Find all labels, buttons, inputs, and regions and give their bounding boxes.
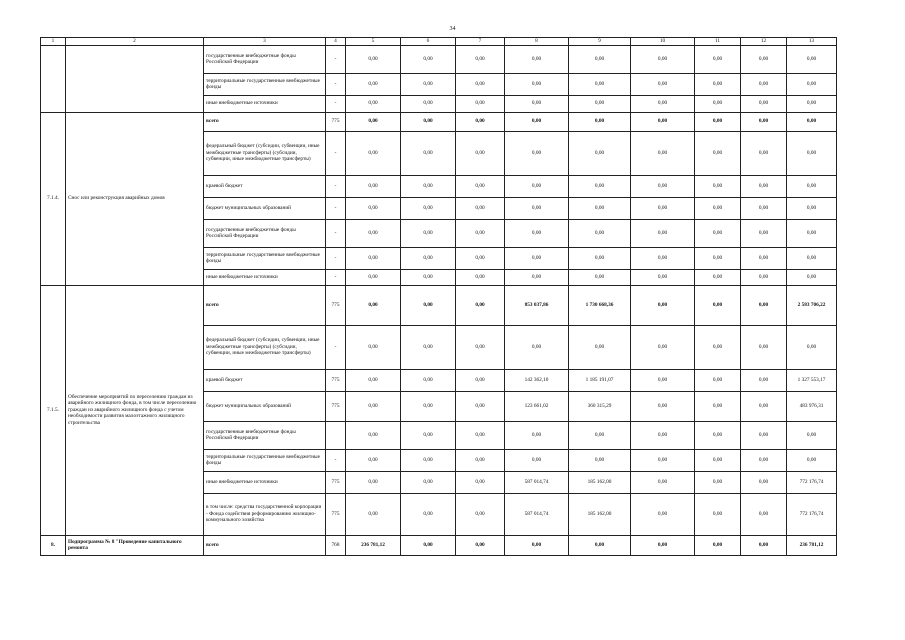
value-cell: 0,00 <box>787 175 837 197</box>
col-header: 9 <box>569 38 631 46</box>
value-cell: 0,00 <box>695 131 741 175</box>
col-header: 7 <box>456 38 505 46</box>
value-cell: 0,00 <box>631 95 695 112</box>
value-cell: 0,00 <box>695 391 741 421</box>
value-cell: 1 730 668,36 <box>569 285 631 325</box>
value-cell: 0,00 <box>741 535 787 555</box>
value-cell: 2 583 706,22 <box>787 285 837 325</box>
value-cell: 587 014,74 <box>505 471 569 493</box>
value-cell: 0,00 <box>346 369 401 391</box>
value-cell: 0,00 <box>346 131 401 175</box>
value-cell: 0,00 <box>456 175 505 197</box>
value-cell: 0,00 <box>456 285 505 325</box>
value-cell: 0,00 <box>401 471 456 493</box>
value-cell: 0,00 <box>346 471 401 493</box>
budget-code: - <box>326 247 346 269</box>
value-cell: 0,00 <box>741 421 787 449</box>
value-cell: 0,00 <box>505 73 569 95</box>
budget-code: 775 <box>326 369 346 391</box>
value-cell: 0,00 <box>401 73 456 95</box>
value-cell: 0,00 <box>741 325 787 369</box>
value-cell: 0,00 <box>456 45 505 73</box>
value-cell: 772 176,74 <box>787 493 837 535</box>
value-cell: 0,00 <box>695 535 741 555</box>
budget-code: 775 <box>326 471 346 493</box>
value-cell: 0,00 <box>401 449 456 471</box>
value-cell: 0,00 <box>505 325 569 369</box>
value-cell: 123 661,02 <box>505 391 569 421</box>
value-cell: 0,00 <box>569 131 631 175</box>
value-cell: 0,00 <box>695 45 741 73</box>
funding-source: территориальные государственные внебюджетные фонды <box>204 73 326 95</box>
value-cell: 0,00 <box>456 219 505 247</box>
value-cell: 0,00 <box>346 95 401 112</box>
value-cell: 0,00 <box>787 325 837 369</box>
value-cell: 0,00 <box>631 269 695 285</box>
value-cell: 0,00 <box>505 175 569 197</box>
budget-code: - <box>326 175 346 197</box>
budget-code: - <box>326 95 346 112</box>
funding-source: федеральный бюджет (субсидии, субвенции, иные межбюджетные трансферты) (субсидии, субвенции, иные межбюджетные трансферты) <box>204 131 326 175</box>
value-cell: 0,00 <box>631 219 695 247</box>
row-number <box>41 45 66 112</box>
value-cell: 0,00 <box>695 493 741 535</box>
value-cell: 0,00 <box>346 219 401 247</box>
budget-code: - <box>326 131 346 175</box>
value-cell: 0,00 <box>569 421 631 449</box>
program-name: Обеспечение мероприятий по переселению граждан из аварийного жилищного фонда, в том числе переселению граждан из аварийного жилищного фонда с учетом необходимости развития малоэтажного жилищного строительства <box>66 285 204 535</box>
value-cell: 0,00 <box>741 219 787 247</box>
funding-source: территориальные государственные внебюджетные фонды <box>204 247 326 269</box>
value-cell: 0,00 <box>401 197 456 219</box>
value-cell: 0,00 <box>569 449 631 471</box>
value-cell: 0,00 <box>631 175 695 197</box>
value-cell: 0,00 <box>401 219 456 247</box>
budget-code: 775 <box>326 285 346 325</box>
value-cell: 0,00 <box>569 325 631 369</box>
funding-source: всего <box>204 112 326 131</box>
row-number: 8. <box>41 535 66 555</box>
funding-source: государственные внебюджетные фонды Российской Федерации <box>204 421 326 449</box>
funding-source: иные внебюджетные источники <box>204 95 326 112</box>
value-cell: 0,00 <box>741 131 787 175</box>
value-cell: 0,00 <box>631 421 695 449</box>
value-cell: 0,00 <box>456 449 505 471</box>
col-header: 5 <box>346 38 401 46</box>
value-cell: 0,00 <box>401 45 456 73</box>
value-cell: 142 362,10 <box>505 369 569 391</box>
value-cell: 0,00 <box>631 449 695 471</box>
value-cell: 0,00 <box>505 219 569 247</box>
value-cell: 0,00 <box>569 197 631 219</box>
value-cell: 0,00 <box>787 73 837 95</box>
value-cell: 0,00 <box>505 112 569 131</box>
value-cell: 0,00 <box>569 269 631 285</box>
value-cell: 0,00 <box>401 112 456 131</box>
table-row <box>41 45 837 73</box>
value-cell: 0,00 <box>569 95 631 112</box>
program-name: Снос или реконструкция аварийных домов <box>66 112 204 285</box>
value-cell: 0,00 <box>456 269 505 285</box>
value-cell: 0,00 <box>631 197 695 219</box>
value-cell: 0,00 <box>741 112 787 131</box>
value-cell: 0,00 <box>741 269 787 285</box>
funding-source: краевой бюджет <box>204 369 326 391</box>
table-row <box>41 112 837 131</box>
value-cell: 0,00 <box>787 269 837 285</box>
value-cell: 236 781,12 <box>346 535 401 555</box>
value-cell: 0,00 <box>505 535 569 555</box>
value-cell: 0,00 <box>401 95 456 112</box>
budget-code: - <box>326 73 346 95</box>
value-cell: 1 185 191,07 <box>569 369 631 391</box>
value-cell: 0,00 <box>346 493 401 535</box>
value-cell: 0,00 <box>401 391 456 421</box>
value-cell: 0,00 <box>505 95 569 112</box>
col-header: 4 <box>326 38 346 46</box>
value-cell: 0,00 <box>456 197 505 219</box>
value-cell: 0,00 <box>456 325 505 369</box>
value-cell: 0,00 <box>346 421 401 449</box>
value-cell: 0,00 <box>741 73 787 95</box>
value-cell: 0,00 <box>787 197 837 219</box>
value-cell: 0,00 <box>695 471 741 493</box>
value-cell: 0,00 <box>741 247 787 269</box>
budget-code: 775 <box>326 391 346 421</box>
col-header: 3 <box>204 38 326 46</box>
value-cell: 0,00 <box>456 471 505 493</box>
value-cell: 0,00 <box>456 131 505 175</box>
value-cell: 0,00 <box>741 391 787 421</box>
value-cell: 0,00 <box>741 95 787 112</box>
value-cell: 0,00 <box>695 197 741 219</box>
budget-code: - <box>326 449 346 471</box>
col-header: 2 <box>66 38 204 46</box>
value-cell: 0,00 <box>569 175 631 197</box>
value-cell: 0,00 <box>346 197 401 219</box>
value-cell: 0,00 <box>401 325 456 369</box>
funding-source: федеральный бюджет (субсидии, субвенции, иные межбюджетные трансферты) (субсидии, субвенции, иные межбюджетные трансферты) <box>204 325 326 369</box>
value-cell: 0,00 <box>456 391 505 421</box>
funding-source: государственные внебюджетные фонды Российской Федерации <box>204 45 326 73</box>
value-cell: 0,00 <box>346 73 401 95</box>
value-cell: 483 976,31 <box>787 391 837 421</box>
funding-source: бюджет муниципальных образований <box>204 391 326 421</box>
value-cell: 236 781,12 <box>787 535 837 555</box>
value-cell: 0,00 <box>401 131 456 175</box>
value-cell: 0,00 <box>631 131 695 175</box>
value-cell: 0,00 <box>631 369 695 391</box>
value-cell: 0,00 <box>695 175 741 197</box>
value-cell: 0,00 <box>346 45 401 73</box>
col-header: 11 <box>695 38 741 46</box>
value-cell: 0,00 <box>695 73 741 95</box>
program-name <box>66 45 204 112</box>
value-cell: 0,00 <box>631 73 695 95</box>
budget-table <box>40 37 837 556</box>
value-cell: 0,00 <box>456 112 505 131</box>
value-cell: 0,00 <box>787 131 837 175</box>
value-cell: 0,00 <box>631 247 695 269</box>
col-header: 10 <box>631 38 695 46</box>
value-cell: 0,00 <box>569 247 631 269</box>
value-cell: 0,00 <box>631 471 695 493</box>
funding-source: краевой бюджет <box>204 175 326 197</box>
value-cell: 0,00 <box>401 421 456 449</box>
page-number: 34 <box>449 26 456 32</box>
funding-source: иные внебюджетные источники <box>204 471 326 493</box>
value-cell: 0,00 <box>695 219 741 247</box>
value-cell: 0,00 <box>787 112 837 131</box>
col-header: 1 <box>41 38 66 46</box>
value-cell: 0,00 <box>741 285 787 325</box>
value-cell: 0,00 <box>695 325 741 369</box>
value-cell: 0,00 <box>346 285 401 325</box>
value-cell: 0,00 <box>741 45 787 73</box>
value-cell: 0,00 <box>456 95 505 112</box>
funding-source: в том числе: средства государственной корпорации - Фонда содействия реформированию жилищно-коммунального хозяйства <box>204 493 326 535</box>
value-cell: 0,00 <box>456 73 505 95</box>
value-cell: 0,00 <box>695 112 741 131</box>
value-cell: 0,00 <box>456 247 505 269</box>
value-cell: 0,00 <box>346 112 401 131</box>
value-cell: 0,00 <box>631 391 695 421</box>
value-cell: 0,00 <box>631 493 695 535</box>
value-cell: 1 327 553,17 <box>787 369 837 391</box>
value-cell: 185 162,00 <box>569 493 631 535</box>
col-header: 12 <box>741 38 787 46</box>
budget-code: - <box>326 45 346 73</box>
value-cell: 0,00 <box>569 535 631 555</box>
value-cell: 0,00 <box>741 449 787 471</box>
budget-code: - <box>326 325 346 369</box>
table-row <box>41 535 837 555</box>
value-cell: 0,00 <box>456 535 505 555</box>
value-cell: 0,00 <box>569 45 631 73</box>
value-cell: 0,00 <box>695 421 741 449</box>
value-cell: 0,00 <box>346 449 401 471</box>
value-cell: 0,00 <box>695 269 741 285</box>
value-cell: 0,00 <box>695 285 741 325</box>
funding-source: всего <box>204 535 326 555</box>
value-cell: 0,00 <box>695 95 741 112</box>
row-number: 7.1.4. <box>41 112 66 285</box>
value-cell: 0,00 <box>787 247 837 269</box>
value-cell: 0,00 <box>787 449 837 471</box>
value-cell: 0,00 <box>401 493 456 535</box>
col-header: 8 <box>505 38 569 46</box>
value-cell: 0,00 <box>401 269 456 285</box>
value-cell: 0,00 <box>787 421 837 449</box>
program-name: Подпрограмма № 8 "Проведение капитального ремонта <box>66 535 204 555</box>
value-cell: 0,00 <box>787 45 837 73</box>
funding-source: территориальные государственные внебюджетные фонды <box>204 449 326 471</box>
value-cell: 587 014,74 <box>505 493 569 535</box>
value-cell: 0,00 <box>456 421 505 449</box>
value-cell: 0,00 <box>346 175 401 197</box>
value-cell: 0,00 <box>401 369 456 391</box>
value-cell: 0,00 <box>346 325 401 369</box>
value-cell: 0,00 <box>456 493 505 535</box>
value-cell: 0,00 <box>631 45 695 73</box>
value-cell: 0,00 <box>569 219 631 247</box>
value-cell: 0,00 <box>569 112 631 131</box>
value-cell: 0,00 <box>741 197 787 219</box>
value-cell: 0,00 <box>787 219 837 247</box>
row-number: 7.1.5. <box>41 285 66 535</box>
funding-source: иные внебюджетные источники <box>204 269 326 285</box>
value-cell: 0,00 <box>741 493 787 535</box>
value-cell: 0,00 <box>401 175 456 197</box>
value-cell: 0,00 <box>741 471 787 493</box>
value-cell: 0,00 <box>401 285 456 325</box>
value-cell: 0,00 <box>346 247 401 269</box>
value-cell: 185 162,00 <box>569 471 631 493</box>
table-row <box>41 285 837 325</box>
value-cell: 0,00 <box>787 95 837 112</box>
value-cell: 0,00 <box>631 325 695 369</box>
value-cell: 0,00 <box>346 269 401 285</box>
value-cell: 0,00 <box>695 449 741 471</box>
value-cell: 0,00 <box>741 369 787 391</box>
budget-code: - <box>326 197 346 219</box>
value-cell: 0,00 <box>695 247 741 269</box>
budget-code: 768 <box>326 535 346 555</box>
value-cell: 772 176,74 <box>787 471 837 493</box>
value-cell: 0,00 <box>695 369 741 391</box>
value-cell: 0,00 <box>505 131 569 175</box>
value-cell: 0,00 <box>631 285 695 325</box>
value-cell: 0,00 <box>505 449 569 471</box>
value-cell: 0,00 <box>456 369 505 391</box>
value-cell: 0,00 <box>505 421 569 449</box>
funding-source: государственные внебюджетные фонды Российской Федерации <box>204 219 326 247</box>
funding-source: всего <box>204 285 326 325</box>
value-cell: 0,00 <box>505 247 569 269</box>
budget-code: - <box>326 269 346 285</box>
budget-code: 775 <box>326 112 346 131</box>
value-cell: 0,00 <box>505 197 569 219</box>
column-number-row <box>41 38 837 46</box>
value-cell: 0,00 <box>401 247 456 269</box>
value-cell: 0,00 <box>505 269 569 285</box>
value-cell: 0,00 <box>505 45 569 73</box>
value-cell: 853 037,86 <box>505 285 569 325</box>
budget-code <box>326 421 346 449</box>
col-header: 13 <box>787 38 837 46</box>
value-cell: 0,00 <box>741 175 787 197</box>
value-cell: 0,00 <box>401 535 456 555</box>
value-cell: 360 315,29 <box>569 391 631 421</box>
funding-source: бюджет муниципальных образований <box>204 197 326 219</box>
col-header: 6 <box>401 38 456 46</box>
value-cell: 0,00 <box>631 112 695 131</box>
budget-code: - <box>326 219 346 247</box>
value-cell: 0,00 <box>631 535 695 555</box>
value-cell: 0,00 <box>346 391 401 421</box>
value-cell: 0,00 <box>569 73 631 95</box>
budget-code: 775 <box>326 493 346 535</box>
